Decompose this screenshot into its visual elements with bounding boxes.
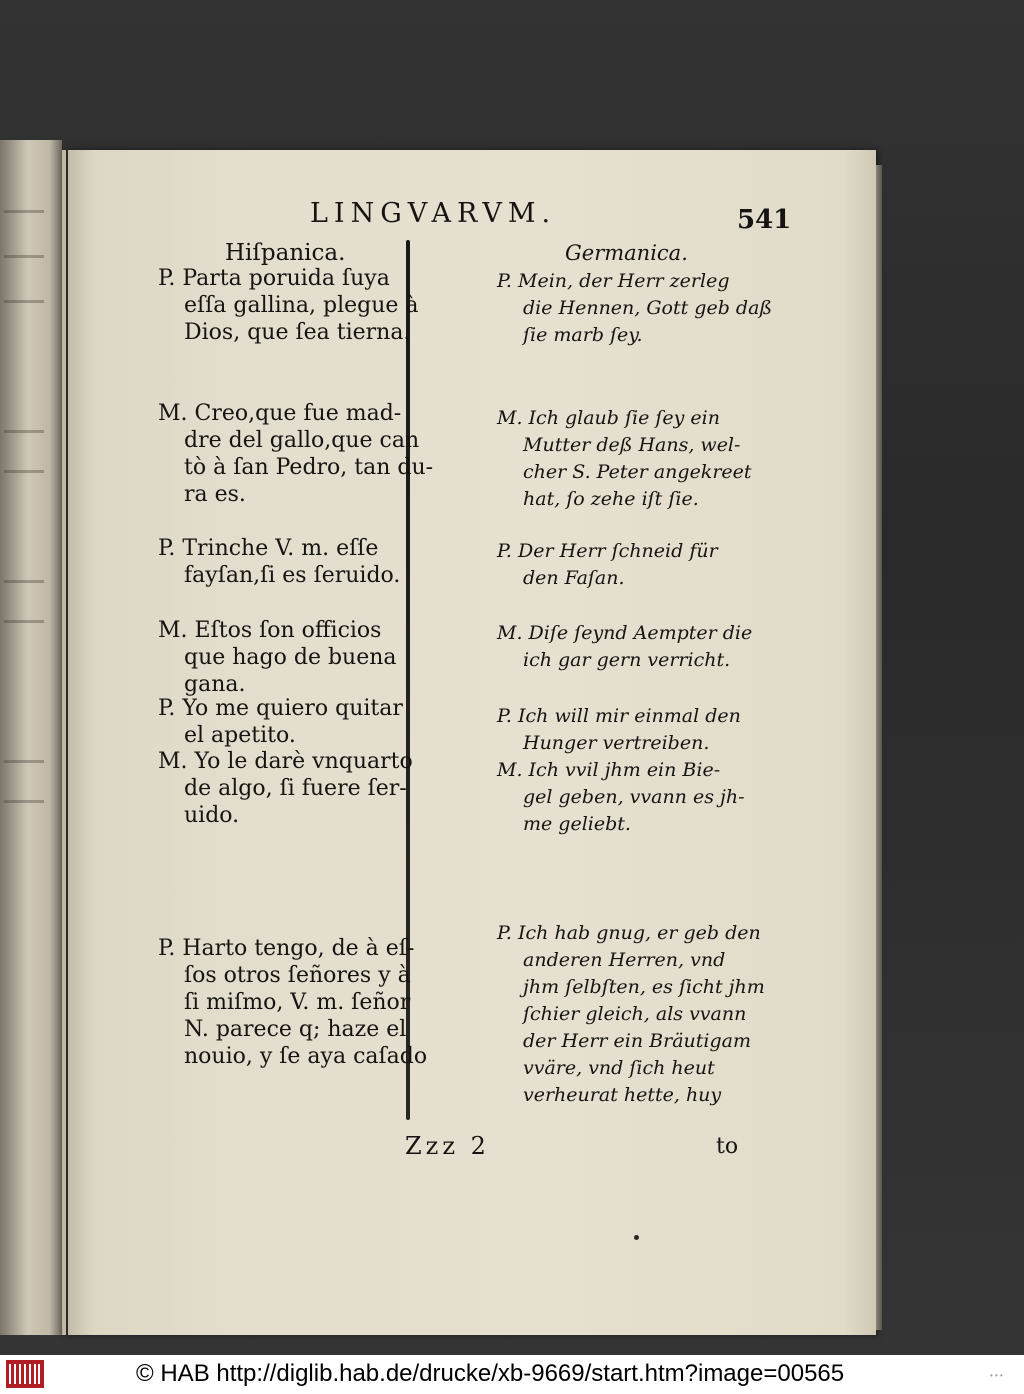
spanish-entry <box>158 535 418 589</box>
german-entry <box>497 538 767 592</box>
entry-line <box>158 265 418 292</box>
entry-line: eſſa gallina, plegue à <box>184 293 419 318</box>
entry-line: que hago de buena <box>184 645 397 670</box>
gutter-line <box>66 150 68 1335</box>
german-entry <box>497 757 767 838</box>
entry-line: N. parece q; haze el <box>184 1017 407 1042</box>
entry-line: gana. <box>184 672 246 697</box>
speaker-mark: P. <box>497 270 512 292</box>
entry-line: jhm ſelbſten, es ſicht jhm <box>523 976 765 998</box>
spanish-entry <box>158 748 418 829</box>
entry-line: Hunger vertreiben. <box>523 732 710 754</box>
hab-logo-icon <box>6 1360 44 1388</box>
entry-line <box>497 405 767 432</box>
speaker-mark: P. <box>497 540 512 562</box>
entry-text: Diſe ſeynd Aempter die <box>528 622 753 644</box>
entry-line: gel geben, vvann es jh- <box>523 786 745 808</box>
spanish-entry <box>158 265 418 346</box>
entry-text: Ich will mir einmal den <box>518 705 741 727</box>
german-entry <box>497 920 767 1109</box>
running-head: LINGVARVM. <box>310 198 557 229</box>
entry-line <box>158 748 418 775</box>
entry-line <box>497 620 767 647</box>
german-entry <box>497 703 767 757</box>
ink-dot <box>634 1235 639 1240</box>
entry-line: Mutter deß Hans, wel- <box>523 434 741 456</box>
entry-text: Ich vvil jhm ein Bie- <box>528 759 721 781</box>
entry-line: de algo, ſi fuere ſer- <box>184 776 407 801</box>
entry-line <box>158 695 418 722</box>
signature-mark: Zzz 2 <box>405 1132 490 1160</box>
spanish-entry <box>158 935 428 1070</box>
speaker-mark: P. <box>497 922 512 944</box>
page-edge <box>876 165 882 1330</box>
entry-line <box>497 268 767 295</box>
entry-text: Yo le darè vnquarto <box>194 749 413 774</box>
entry-line <box>497 538 767 565</box>
entry-line <box>158 935 418 962</box>
entry-line <box>158 400 418 427</box>
spanish-entry <box>158 617 418 698</box>
spanish-entry <box>158 695 418 749</box>
speaker-mark: P. <box>497 705 512 727</box>
page-number: 541 <box>737 205 792 235</box>
entry-text: Der Herr ſchneid für <box>518 540 718 562</box>
entry-line <box>158 535 418 562</box>
entry-text: Trinche V. m. eſſe <box>182 536 379 561</box>
speaker-mark: P. <box>158 536 176 561</box>
entry-line: Dios, que ſea tierna. <box>184 320 411 345</box>
speaker-mark: P. <box>158 266 176 291</box>
footer-url[interactable]: © HAB http://diglib.hab.de/drucke/xb-9669/start.htm?image=00565 <box>136 1360 845 1387</box>
entry-text: Mein, der Herr zerleg <box>518 270 730 292</box>
speaker-mark: P. <box>158 696 176 721</box>
speaker-mark: M. <box>158 749 188 774</box>
entry-line: cher S. Peter angekreet <box>523 461 752 483</box>
entry-line: ſchier gleich, als vvann <box>523 1003 747 1025</box>
entry-line: tò à ſan Pedro, tan du- <box>184 455 434 480</box>
entry-line: ra es. <box>184 482 246 507</box>
entry-text: Harto tengo, de à eſ- <box>182 936 415 961</box>
entry-text: Parta poruida ſuya <box>182 266 390 291</box>
speaker-mark: M. <box>497 622 523 644</box>
entry-line <box>158 617 418 644</box>
footer-bar <box>0 1355 1024 1394</box>
entry-line: el apetito. <box>184 723 296 748</box>
entry-line: die Hennen, Gott geb daß <box>523 297 773 319</box>
entry-line <box>497 757 767 784</box>
entry-line: fayſan,ſi es ſeruido. <box>184 563 401 588</box>
entry-line: vväre, vnd ſich heut <box>523 1057 715 1079</box>
entry-text: Eſtos ſon officios <box>194 618 382 643</box>
entry-line: uido. <box>184 803 240 828</box>
entry-line <box>497 920 767 947</box>
column-heading-spanish: Hiſpanica. <box>225 240 346 266</box>
entry-text: Creo,que fue mad- <box>194 401 402 426</box>
german-entry <box>497 620 767 674</box>
footer-dots-icon: • • • <box>990 1371 1003 1380</box>
column-heading-german: Germanica. <box>565 241 688 265</box>
entry-line: me geliebt. <box>523 813 631 835</box>
entry-line: ich gar gern verricht. <box>523 649 731 671</box>
entry-line <box>497 703 767 730</box>
spanish-entry <box>158 400 434 508</box>
speaker-mark: M. <box>497 407 523 429</box>
speaker-mark: M. <box>158 618 188 643</box>
entry-text: Yo me quiero quitar <box>182 696 403 721</box>
entry-line: dre del gallo,que can <box>184 428 420 453</box>
entry-line: der Herr ein Bräutigam <box>523 1030 751 1052</box>
entry-line: ſos otros ſeñores y à <box>184 963 411 988</box>
entry-text: Ich hab gnug, er geb den <box>518 922 761 944</box>
entry-line: verheurat hette, huy <box>523 1084 722 1106</box>
german-entry <box>497 405 767 513</box>
entry-line: anderen Herren, vnd <box>523 949 726 971</box>
entry-line: ſie marb ſey. <box>523 324 643 346</box>
speaker-mark: M. <box>158 401 188 426</box>
entry-line: hat, ſo zehe iſt ſie. <box>523 488 699 510</box>
entry-text: Ich glaub ſie ſey ein <box>528 407 720 429</box>
entry-line: den Faſan. <box>523 567 625 589</box>
entry-line: ſi miſmo, V. m. ſeñor <box>184 990 411 1015</box>
catchword: to <box>716 1134 739 1159</box>
german-entry <box>497 268 773 349</box>
speaker-mark: P. <box>158 936 176 961</box>
facing-page-edge <box>0 140 62 1335</box>
entry-line: nouio, y ſe aya caſado <box>184 1044 428 1069</box>
speaker-mark: M. <box>497 759 523 781</box>
